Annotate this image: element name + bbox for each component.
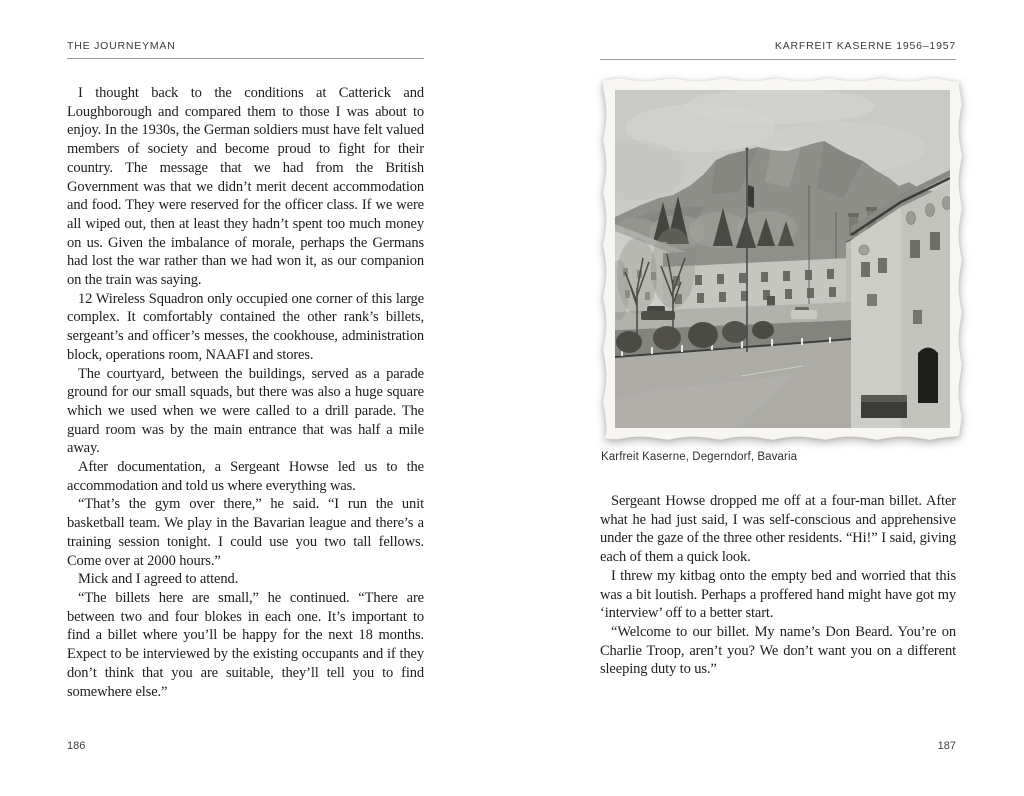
- paragraph: “The billets here are small,” he continued. “There are between two and four blokes in each one. It’s important to find a billet where you’ll be happy for the next 18 months. Expect to be interviewed by the existing occupants and if they don’t think that you are suitable, they’ll tell you to find somewhere else.”: [67, 589, 424, 700]
- photo-figure: [603, 78, 962, 440]
- paragraph: After documentation, a Sergeant Howse led us to the accommodation and told us where everything was.: [67, 459, 424, 494]
- planter-box: [861, 395, 907, 418]
- left-page-text: [67, 84, 424, 701]
- paragraph: The courtyard, between the buildings, served as a parade ground for our small squads, but there was also a huge square which we used when we were called to a drill parade. The guard room was by the main entrance that was half a mile away.: [67, 365, 424, 457]
- doorway: [918, 348, 938, 404]
- photo-scene: [615, 90, 950, 428]
- right-page-text: [600, 492, 956, 679]
- paragraph: I thought back to the conditions at Catterick and Loughborough and compared them to those I was about to enjoy. In the 1930s, the German soldiers must have felt valued members of society and become proud to fight for their country. The message that we had from the British Government was that we didn’t merit decent accommodation and food. They were reserved for the officer class. If we were all wiped out, then at least they hadn’t spent too much money on us. Given the imbalance of morale, perhaps the Germans had lost the war rather than we had won it, as our companion on the train was saying.: [67, 85, 424, 289]
- running-head-left: THE JOURNEYMAN: [67, 40, 176, 52]
- paragraph: “That’s the gym over there,” he said. “I run the unit basketball team. We play in the Bavarian league and there’s a training session tonight. I could use you two tall fellows. Come over at 2000 hours.”: [67, 496, 424, 569]
- running-head-right: KARFREIT KASERNE 1956–1957: [774, 40, 956, 52]
- paragraph: Sergeant Howse dropped me off at a four-man billet. After what he had just said, I was self-conscious and apprehensive under the gaze of the three other residents. “Hi!” I said, giving each of them a quick look.: [600, 493, 956, 566]
- paragraph: Mick and I agreed to attend.: [78, 571, 239, 588]
- page-number-left: 186: [67, 740, 86, 752]
- paragraph: I threw my kitbag onto the empty bed and worried that this was a bit loutish. Perhaps a proffered hand might have got my ‘interview’ off to a better start.: [600, 567, 956, 622]
- photo-caption: Karfreit Kaserne, Degerndorf, Bavaria: [601, 451, 798, 463]
- kaserne-photo: [603, 78, 962, 440]
- paragraph: “Welcome to our billet. My name’s Don Beard. You’re on Charlie Troop, aren’t you? We don’t want you on a different sleeping duty to us.”: [600, 623, 956, 678]
- page-number-right: 187: [937, 740, 956, 752]
- header-rule-right: [600, 59, 956, 60]
- paragraph: 12 Wireless Squadron only occupied one corner of this large complex. It comfortably contained the other rank’s billets, sergeant’s and officer’s messes, the cookhouse, administration block, operations room, NAAFI and stores.: [67, 290, 424, 363]
- header-rule-left: [67, 58, 424, 59]
